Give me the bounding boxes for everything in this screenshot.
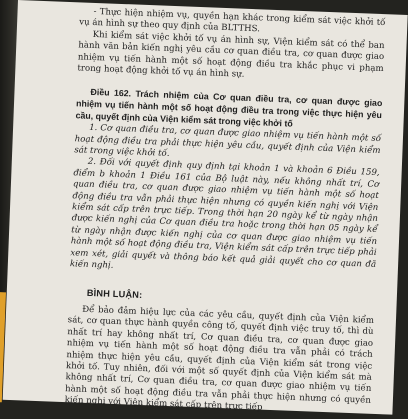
book-page xyxy=(3,0,408,415)
article-title: Điều 162. Trách nhiệm của Cơ quan điều tra, cơ quan được giao nhiệm vụ tiến hành một số hoạt động điều tra trong việc thực hiện yêu cầu, quyết định của Viện kiểm sát trong việc khởi tố xyxy=(75,87,383,129)
bullet-paragraph: - Thực hiện nhiệm vụ, quyền hạn khác trong kiểm sát việc khởi tố vụ án hình sự theo quy định của BLTTHS. xyxy=(78,6,386,35)
commentary-heading: BÌNH LUẬN: xyxy=(86,287,143,300)
body-paragraph: Khi kiểm sát việc khởi tố vụ án hình sự, Viện kiểm sát có thể ban hành văn bản kiến nghị yêu cầu cơ quan điều tra, cơ quan được giao nhiệm vụ tiến hành một số hoạt động điều tra khắc phục vi phạm trong hoạt động khởi tố vụ án hình sự. xyxy=(77,29,385,80)
article-clause-1: 1. Cơ quan điều tra, cơ quan được giao nhiệm vụ tiến hành một số hoạt động điều tra phải thực hiện yêu cầu, quyết định của Viện kiểm sát trong việc khởi tố. xyxy=(74,123,382,159)
commentary-paragraph: Để bảo đảm hiệu lực của các yêu cầu, quyết định của Viện kiểm sát, cơ quan thực hành quyền công tố, quyết định việc truy tố, thì dù nhất trí hay không nhất trí, Cơ quan điều tra, cơ quan được giao nhiệm vụ tiến hành một số hoạt động điều tra vẫn phải có trách nhiệm thực hiện yêu cầu, quyết định của Viện kiểm sát trong việc khởi tố. Tuy nhiên, đối với một số quyết định của Viện kiểm sát mà không nhất trí, Cơ quan điều tra, cơ quan được giao nhiệm vụ tiến hành một số hoạt động điều tra vẫn phải thực hiện nhưng có quyền kiến nghị với Viện kiểm sát cấp trên trực tiếp xyxy=(64,304,375,413)
article-clause-2: 2. Đối với quyết định quy định tại khoản 1 và khoản 6 Điều 159, điểm b khoản 1 Điều 161 của Bộ luật này, nếu không nhất trí, Cơ quan điều tra, cơ quan được giao nhiệm vụ tiến hành một số hoạt động điều tra vẫn phải thực hiện nhưng có quyền kiến nghị với Viện kiểm sát cấp trên trực tiếp. Trong thời hạn 20 ngày kể từ ngày nhận được kiến nghị của Cơ quan điều tra hoặc trong thời hạn 05 ngày kể từ ngày nhận được kiến nghị của cơ quan được giao nhiệm vụ tiến hành một số hoạt động điều tra, Viện kiểm sát cấp trên trực tiếp phải xem xét, giải quyết và thông báo kết quả giải quyết cho cơ quan đã kiến nghị. xyxy=(69,157,380,271)
page-content xyxy=(64,6,385,418)
